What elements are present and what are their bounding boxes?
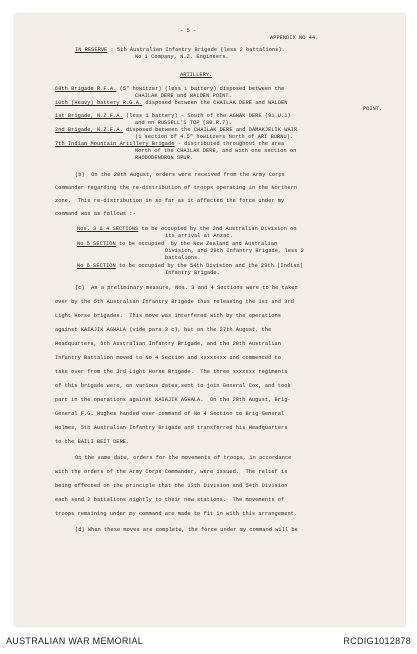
para-b-line: (b) On the 28th August, orders were received from the Army Corps bbox=[75, 172, 285, 178]
artillery-entry: RHODODENDRON SPUR. bbox=[135, 155, 194, 161]
section-entry: Nos. 3 & 4 SECTIONS to be occupied by the 2nd Australian Division on bbox=[77, 226, 297, 232]
artillery-entry: 1st Brigade, N.Z.F.A. (less 1 battery) - South of the AGHAK DERE (91.U.1) bbox=[55, 113, 291, 119]
para-d-line: each send 2 battalions nightly to their new stations. The movements of bbox=[55, 497, 285, 503]
para-c-line: Light Horse brigades. This move was interfered with by the operations bbox=[55, 313, 282, 319]
para-c-line: Headquarters, 5th Australian Infantry Brigade, and the 20th Australian bbox=[55, 341, 282, 347]
artillery-entry: 69th Brigade R.F.A. (5" howitzer) (less 1 battery) disposed between the bbox=[55, 86, 285, 92]
para-d-line: On the same date, orders for the movements of troops, in accordance bbox=[75, 455, 292, 461]
artillery-entry: CHAILAK DERE and WALDEN POINT. bbox=[135, 93, 232, 99]
artillery-entry: and on RUSSELL'S TOP (80.R.7). bbox=[135, 120, 232, 126]
artillery-heading: ARTILLERY. bbox=[180, 72, 213, 78]
section-entry: No 6 SECTION to be occupied by the 54th Division and the 29th (Indian) bbox=[77, 263, 304, 269]
section-entry: Infantry Brigade. bbox=[165, 270, 220, 276]
footer-source: AUSTRALIAN WAR MEMORIAL bbox=[6, 636, 144, 646]
para-d-line: being effected on the principle that the 13th Division and 54th Division bbox=[55, 483, 288, 489]
reserve-label: IN RESERVE bbox=[75, 47, 108, 53]
para-c-line: Holmes, 5th Australian Infantry Brigade and transferred his Headquarters bbox=[55, 425, 288, 431]
section-entry: Division, and 29th Infantry Brigade, less 3 bbox=[165, 248, 304, 254]
para-c-line: to the BAILI BEIT DERE. bbox=[55, 439, 130, 445]
artillery-entry: 10th (Heavy) battery R.G.A. disposed between the CHAILAK DERE and WALDEN bbox=[55, 100, 288, 106]
para-c-line: Infantry Battalion moved to No 4 Section and xxxxxxxx and commenced to bbox=[55, 355, 282, 361]
para-c-line: part in the operations against KAIAJIK AGHALA. On the 28th August, Brig- bbox=[55, 397, 291, 403]
artillery-entry: North of the CHAILAK DERE, and with one section on bbox=[135, 148, 297, 154]
appendix-label: APPENDIX NO 44. bbox=[270, 35, 319, 41]
section-entry: its arrival at Anzac. bbox=[165, 233, 233, 239]
para-e-line: (d) When these moves are complete, the force under my command will be bbox=[75, 527, 298, 533]
artillery-entry: 2nd Brigade, N.Z.F.A. disposed between the CHAILAK DERE and DAMAKJELIK WAIR bbox=[55, 127, 298, 133]
artillery-entry: POINT. bbox=[363, 106, 383, 112]
section-entry: battalions. bbox=[165, 255, 201, 261]
section-entry: No 5 SECTION to be occupied by the New Zealand and Australian bbox=[77, 241, 278, 247]
para-d-line: with the orders of the Army Corps Commander, were issued. The relief is bbox=[55, 469, 288, 475]
para-b-line: command was as follows :- bbox=[55, 211, 136, 217]
artillery-entry: (1 section of 4.5" howitzers North of ARI BURNU). bbox=[135, 134, 294, 140]
para-c-line: of this brigade were, on various dates,sent to join General Cox, and took bbox=[55, 383, 291, 389]
para-b-line: zone. This re-distribution in so far as it affected the force under my bbox=[55, 198, 285, 204]
para-c-line: (c) As a preliminary measure, Nos. 3 and 4 Sections were to be taken bbox=[75, 285, 298, 291]
document-page bbox=[15, 14, 405, 626]
para-d-line: troops remaining under my command are made to fit in with this arrangement. bbox=[55, 511, 298, 517]
page-number: - 5 - bbox=[180, 28, 197, 34]
footer-id: RCDIG1012878 bbox=[343, 636, 411, 646]
para-c-line: over by the 5th Australian Infantry Brigade thus releasing the 1st and 3rd bbox=[55, 299, 294, 305]
para-c-line: against KAIAJIK AGHALA (vide para 3 c), but on the 27th August, the bbox=[55, 327, 272, 333]
para-b-line: Commander regarding the re-distribution of troops operating in the Northern bbox=[55, 185, 298, 191]
footer-bar bbox=[0, 630, 417, 650]
para-c-line: General F.G. Hughes handed over command of No 4 Section to Brig-General bbox=[55, 411, 285, 417]
reserve-line-2: No 1 Company, N.Z. Engineers. bbox=[135, 54, 229, 60]
para-c-line: take over from the 3rd Light Horse Brigade. The three xxxxxxx regiments bbox=[55, 369, 288, 375]
reserve-text-1: : 5th Australian Infantry Brigade (less 2 battalions). bbox=[107, 47, 285, 53]
artillery-entry: 7th Indian Mountain Artillery Brigade - distributed throughout the area bbox=[55, 141, 285, 147]
reserve-line-1 bbox=[75, 47, 285, 53]
